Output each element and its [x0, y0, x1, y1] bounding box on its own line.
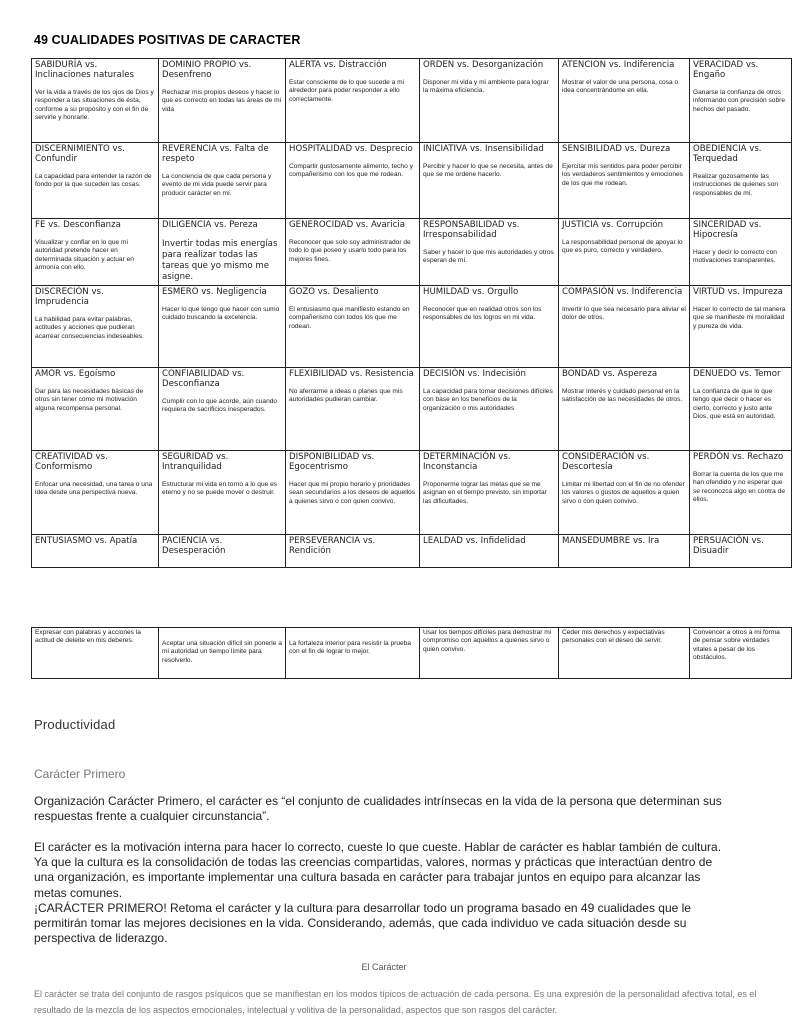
quality-description: Reconocer que solo soy administrador de todo lo que poseo y usarlo todo para los mejores fines.	[289, 239, 411, 263]
quality-heading: SEGURIDAD vs. Intranquilidad	[162, 452, 229, 472]
quality-cell	[559, 219, 690, 286]
quality-heading: PERDÓN vs. Rechazo	[693, 452, 784, 462]
quality-description: Hacer lo correcto de tal manera que se manifieste mi moralidad y pureza de vida.	[693, 306, 786, 330]
quality-heading: VERACIDAD vs. Engaño	[693, 60, 759, 80]
quality-description: Estructurar mi vida en torno a lo que es eterno y no se puede mover o destruir.	[162, 481, 278, 497]
quality-heading: CREATIVIDAD vs. Conformismo	[35, 452, 108, 472]
quality-description: Percibir y hacer lo que se necesita, antes de que se me ordene hacerlo.	[423, 163, 553, 179]
quality-heading: FLEXIBILIDAD vs. Resistencia	[289, 369, 414, 379]
section-heading: Productividad	[34, 717, 116, 732]
quality-description: Convencer a otros a mi forma de pensar sobre verdades vitales a pesar de los obstáculos.	[693, 629, 780, 662]
quality-heading: ESMERO vs. Negligencia	[162, 287, 267, 297]
quality-cell	[286, 59, 420, 143]
quality-cell	[559, 535, 690, 568]
quality-cell	[559, 59, 690, 143]
quality-cell	[159, 59, 286, 143]
quality-cell	[286, 628, 420, 679]
quality-heading: OBEDIENCIA vs. Terquedad	[693, 144, 762, 164]
quality-cell	[420, 628, 559, 679]
quality-heading: VIRTUD vs. Impureza	[693, 287, 783, 297]
quality-description: Aceptar una situación difícil sin ponerle a mi autoridad un tiempo límite para resolverlo.	[162, 640, 282, 664]
quality-cell	[32, 219, 159, 286]
document-title: 49 CUALIDADES POSITIVAS DE CARACTER	[34, 33, 301, 47]
quality-heading: DECISIÓN vs. Indecisión	[423, 369, 526, 379]
quality-cell	[420, 219, 559, 286]
quality-description: Enfocar una necesidad, una tarea o una idea desde una perspectiva nueva.	[35, 481, 153, 497]
quality-cell	[32, 628, 159, 679]
quality-heading: HUMILDAD vs. Orgullo	[423, 287, 519, 297]
quality-heading: SENSIBILIDAD vs. Dureza	[562, 144, 671, 154]
quality-cell	[690, 59, 792, 143]
quality-cell	[690, 286, 792, 368]
quality-cell	[420, 451, 559, 535]
quality-heading: CONFIABILIDAD vs. Desconfianza	[162, 369, 245, 389]
quality-description: Hacer y decir lo correcto con motivaciones transparentes.	[693, 249, 777, 265]
table-row	[32, 219, 792, 286]
quality-cell	[32, 368, 159, 451]
quality-cell	[690, 535, 792, 568]
quality-heading: DISPONIBILIDAD vs. Egocentrismo	[289, 452, 375, 472]
quality-heading: REVERENCIA vs. Falta de respeto	[162, 144, 269, 164]
quality-heading: GOZO vs. Desaliento	[289, 287, 379, 297]
quality-heading: GENEROCIDAD vs. Avaricia	[289, 220, 405, 230]
quality-description: Ejercitar mis sentidos para poder percibir los verdaderos sentimientos y emociones de los que me rodean.	[562, 163, 683, 187]
quality-heading: JUSTICIA vs. Corrupción	[562, 220, 664, 230]
quality-heading: DOMINIO PROPIO vs. Desenfreno	[162, 60, 252, 80]
quality-description: Ceder mis derechos y expectativas personales con el deseo de servir.	[562, 629, 665, 645]
quality-cell	[420, 286, 559, 368]
quality-heading: SABIDURÍA vs. Inclinaciones naturales	[35, 60, 134, 80]
qualities-table-continuation	[31, 627, 792, 679]
quality-heading: BONDAD vs. Aspereza	[562, 369, 658, 379]
quality-cell	[159, 286, 286, 368]
quality-description: Compartir gustosamente alimento, techo y compañerismo con los que me rodean.	[289, 163, 413, 179]
table-row	[32, 59, 792, 143]
quality-description: Invertir todas mis energías para realizar todas las tareas que yo mismo me asigne.	[162, 239, 278, 282]
quality-description: La responsabilidad personal de apoyar lo que es puro, correcto y verdadero.	[562, 239, 683, 255]
quality-cell	[690, 143, 792, 219]
quality-heading: DENUEDO vs. Temor	[693, 369, 781, 379]
paragraph-1: Organización Carácter Primero, el carácter es “el conjunto de cualidades intrínsecas en la vida de la persona que determinan sus respuestas frente a cualquier circunstancia”.	[34, 794, 722, 824]
quality-description: El entusiasmo que manifiesto estando en compañerismo con todos los que me rodean.	[289, 306, 410, 330]
quality-description: Ganarse la confianza de otros informando con precisión sobre hechos del pasado.	[693, 89, 785, 113]
quality-cell	[159, 143, 286, 219]
quality-description: La capacidad para entender la razón de fondo por la que suceden las cosas.	[35, 173, 152, 189]
quality-heading: DILIGENCIA vs. Pereza	[162, 220, 258, 230]
quality-description: La habilidad para evitar palabras, actitudes y acciones que pudieran acarrear consecuencias indeseables.	[35, 316, 144, 340]
quality-heading: FE vs. Desconfianza	[35, 220, 121, 230]
quality-heading: INICIATIVA vs. Insensibilidad	[423, 144, 544, 154]
quality-heading: ATENCION vs. Indiferencia	[562, 60, 675, 70]
quality-cell	[286, 143, 420, 219]
quality-cell	[420, 368, 559, 451]
quality-heading: ENTUSIASMO vs. Apatía	[35, 536, 138, 546]
quality-description: Visualizar y confiar en lo que mi autoridad pretende hacer en determinada situación y actuar en armonía con ello.	[35, 239, 134, 272]
quality-heading: COMPASIÓN vs. Indiferencia	[562, 287, 683, 297]
quality-description: Cumplir con lo que acorde, aún cuando requiera de sacrificios inesperados.	[162, 398, 278, 414]
quality-description: La capacidad para tomar decisiones difíciles con base en los beneficios de la organización o mis autoridades	[423, 388, 553, 412]
sub-heading: Carácter Primero	[34, 767, 126, 781]
quality-cell	[559, 628, 690, 679]
quality-heading: RESPONSABILIDAD vs. Irresponsabilidad	[423, 220, 520, 240]
quality-cell	[559, 143, 690, 219]
quality-cell	[286, 535, 420, 568]
quality-cell	[286, 451, 420, 535]
quality-cell	[32, 451, 159, 535]
quality-cell	[690, 219, 792, 286]
quality-description: Hacer lo que tengo que hacer con sumo cuidado buscando la excelencia.	[162, 306, 280, 322]
quality-heading: AMOR vs. Egoísmo	[35, 369, 116, 379]
quality-cell	[32, 535, 159, 568]
table-row	[32, 286, 792, 368]
quality-description: Reconocer que en realidad otros son los responsables de los logros en mi vida.	[423, 306, 542, 322]
quality-heading: DETERMINACIÓN vs. Inconstancia	[423, 452, 511, 472]
quality-cell	[420, 59, 559, 143]
quality-description: Ver la vida a través de los ojos de Dios y responder a las situaciones de ésta, conforme a su propósito y con el fin de servirle y honrarle.	[35, 89, 154, 122]
body-small-text: El carácter se trata del conjunto de rasgos psíquicos que se manifiestan en los modos típicos de actuación de cada persona. Es una expresión de la personalidad afectiva total, es el resultado de la mezcla de los aspectos emocionales, intelectual y volitiva de la personalidad, aspectos que son rasgos del carácter.	[34, 989, 757, 1015]
quality-cell	[559, 451, 690, 535]
quality-description: Invertir lo que sea necesario para aliviar el dolor de otros.	[562, 306, 686, 322]
quality-heading: DISCRECIÓN vs. Imprudencia	[35, 287, 104, 307]
quality-cell	[159, 219, 286, 286]
quality-description: Disponer mi vida y mi ambiente para lograr la máxima eficiencia.	[423, 79, 549, 95]
quality-description: Rechazar mis propios deseos y hacer lo que es correcto en todas las áreas de mi vida	[162, 89, 282, 113]
table-row	[32, 451, 792, 535]
quality-description: Usar los tiempos difíciles para demostrar mi compromiso con aquellos a quienes sirvo o quien convivo.	[423, 629, 552, 653]
quality-description: La fortaleza interior para resistir la prueba con el fin de lograr lo mejor.	[289, 640, 412, 656]
table-row	[32, 368, 792, 451]
quality-heading: HOSPITALIDAD vs. Desprecio	[289, 144, 413, 154]
quality-cell	[690, 628, 792, 679]
quality-cell	[286, 286, 420, 368]
quality-cell	[690, 451, 792, 535]
quality-cell	[159, 368, 286, 451]
table-row	[32, 535, 792, 568]
quality-cell	[32, 286, 159, 368]
quality-description: Saber y hacer lo que mis autoridades y otros esperan de mí.	[423, 249, 554, 265]
paragraph-2: El carácter es la motivación interna para hacer lo correcto, cueste lo que cueste. Hablar de carácter es hablar también de cultura. Ya que la cultura es la consolidación de todas las creencias compartidas, valores, normas y prácticas que interactúan dentro de una organización, es importante implementar una cultura basada en carácter para trabajar juntos en equipo para alcanzar las metas comunes.	[34, 840, 722, 900]
paragraph-3: ¡CARÁCTER PRIMERO! Retoma el carácter y la cultura para desarrollar todo un programa basado en 49 cualidades que le permitirán tomar las mejores decisiones en la vida. Considerando, además, que cada individuo ve cada situación desde su perspectiva de liderazgo.	[34, 901, 691, 946]
quality-cell	[559, 368, 690, 451]
quality-description: Mostrar interés y cuidado personal en la satisfacción de las necesidades de otros.	[562, 388, 683, 404]
quality-description: Proponerme lograr las metas que se me asignan en el tiempo previsto, sin importar las dificultades.	[423, 481, 547, 505]
quality-heading: MANSEDUMBRE vs. Ira	[562, 536, 660, 546]
quality-heading: ALERTA vs. Distracción	[289, 60, 387, 70]
qualities-table	[31, 58, 792, 568]
quality-cell	[420, 535, 559, 568]
quality-heading: SINCERIDAD vs. Hipocresía	[693, 220, 762, 240]
quality-cell	[286, 368, 420, 451]
quality-cell	[559, 286, 690, 368]
quality-description: Hacer que mi propio horario y prioridades sean secundarios a los deseos de aquellos a quienes sirvo o con quien convivo.	[289, 481, 416, 505]
quality-cell	[159, 451, 286, 535]
figure-caption: El Carácter	[361, 962, 407, 972]
quality-heading: LEALDAD vs. Infidelidad	[423, 536, 526, 546]
table-row	[32, 628, 792, 679]
quality-cell	[32, 59, 159, 143]
quality-heading: DISCERNIMIENTO vs. Confundir	[35, 144, 125, 164]
quality-heading: PACIENCIA vs. Desesperación	[162, 536, 226, 556]
quality-cell	[286, 219, 420, 286]
quality-description: Dar para las necesidades básicas de otros sin tener como mi motivación alguna recompensa personal.	[35, 388, 144, 412]
quality-description: Estar consciente de lo que sucede a mi alrededor para poder responder a ello correctamente.	[289, 79, 405, 103]
quality-description: La confianza de que lo que tengo que decir o hacer es cierto, correcto y justo ante Dios, que está en autoridad.	[693, 388, 776, 421]
quality-cell	[690, 368, 792, 451]
quality-description: Limitar mi libertad con el fin de no ofender los valores o gustos de aquellos a quien sirvo o con quien convivo.	[562, 481, 685, 505]
quality-heading: ORDEN vs. Desorganización	[423, 60, 544, 70]
quality-description: Realizar gozosamente las instrucciones de quienes son responsables de mí.	[693, 173, 779, 197]
quality-heading: CONSIDERACIÓN vs. Descortesía	[562, 452, 650, 472]
table-row	[32, 143, 792, 219]
quality-description: Mostrar el valor de una persona, cosa o idea concentrándome en ella.	[562, 79, 679, 95]
quality-description: Expresar con palabras y acciones la actitud de deleite en mis deberes.	[35, 629, 141, 645]
quality-cell	[32, 143, 159, 219]
quality-description: La conciencia de que cada persona y evento de mi vida puede servir para producir carácter en mí.	[162, 173, 272, 197]
quality-cell	[159, 628, 286, 679]
quality-heading: PERSUACIÓN vs. Disuadir	[693, 536, 764, 556]
quality-cell	[420, 143, 559, 219]
quality-description: No aferrarme a ideas o planes que mis autoridades pudieran cambiar.	[289, 388, 403, 404]
quality-cell	[159, 535, 286, 568]
quality-heading: PERSEVERANCIA vs. Rendición	[289, 536, 376, 556]
quality-description: Borrar la cuenta de los que me han ofendido y no esperar que se reconozca algo en contra de ellos.	[693, 471, 786, 504]
